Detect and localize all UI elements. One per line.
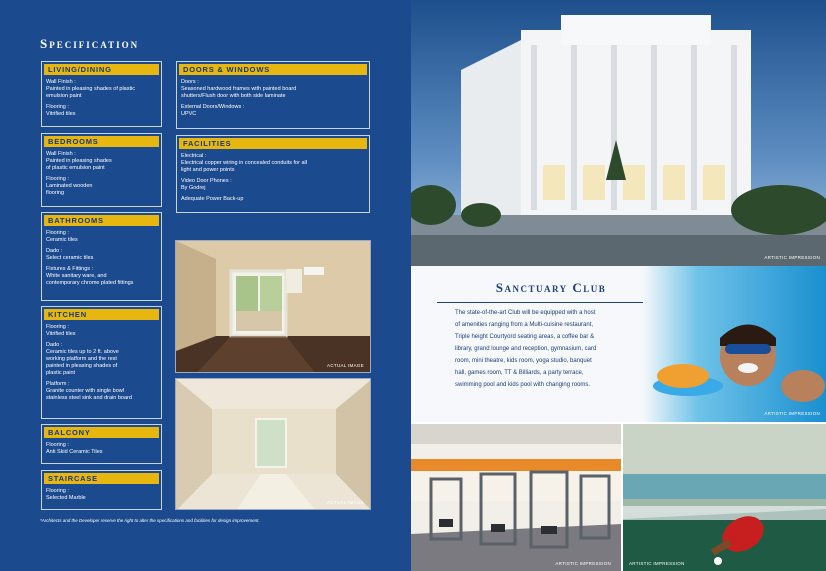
section-header: DOORS & WINDOWS <box>179 64 367 75</box>
club-description-line: Triple height Courtyord seating areas, a coffee bar & <box>455 334 595 340</box>
gym-illustration <box>411 424 621 571</box>
spec-label: Doors : <box>181 79 199 85</box>
section-body <box>42 79 161 125</box>
section-bathrooms <box>41 212 162 301</box>
actual-image-caption-2: ACTUAL IMAGE <box>327 500 364 505</box>
living-room-photo <box>175 240 371 373</box>
actual-image-caption-1: ACTUAL IMAGE <box>327 363 364 368</box>
spec-label: Flooring : <box>46 324 69 330</box>
section-facilities <box>176 135 370 213</box>
club-info-band <box>411 266 826 422</box>
spec-value: Laminated wooden <box>46 183 93 189</box>
spec-label: Electrical : <box>181 153 207 159</box>
club-description-line: swimming pool and kids pool with changing rooms. <box>455 382 591 388</box>
section-body <box>42 151 161 204</box>
clubhouse-render <box>411 0 826 266</box>
clubhouse-illustration <box>411 0 826 266</box>
spec-item <box>181 153 365 174</box>
spec-value: Electrical copper wiring in concealed conduits for all <box>181 160 307 166</box>
club-description-line: library, grand lounge and reception, gymnasium, card <box>455 346 597 352</box>
spec-value: contemporary chrome plated fittings <box>46 280 134 286</box>
section-staircase <box>41 470 162 510</box>
spec-item <box>46 324 157 338</box>
spec-item <box>46 381 157 402</box>
spec-label: Dado : <box>46 342 63 348</box>
spec-item <box>46 230 157 244</box>
spec-label: Fixtures & Fittings : <box>46 266 94 272</box>
club-title: Sanctuary Club <box>495 280 607 295</box>
spec-label: Dado : <box>46 248 63 254</box>
pool-illustration <box>643 266 826 422</box>
spec-value: emulsion paint <box>46 93 82 99</box>
spec-item <box>46 266 157 287</box>
spec-value: stainless steel sink and drain board <box>46 395 132 401</box>
specification-panel <box>0 0 411 571</box>
spec-value: Vitrified tiles <box>46 111 76 117</box>
hall-illustration <box>176 379 371 510</box>
club-panel <box>411 0 826 571</box>
spec-value: flooring <box>46 190 65 196</box>
club-description-line: of amenities ranging from a Multi-cuisine restaurant, <box>455 322 594 328</box>
section-header: STAIRCASE <box>44 473 159 484</box>
spec-label: Flooring : <box>46 442 69 448</box>
section-body <box>177 79 369 125</box>
spec-label: Platform : <box>46 381 70 387</box>
section-body <box>42 488 161 509</box>
spec-label: Flooring : <box>46 488 69 494</box>
club-description <box>455 307 665 391</box>
artistic-caption-gym: ARTISTIC IMPRESSION <box>555 561 611 566</box>
spec-value: Seasoned hardwood frames with painted board <box>181 86 297 92</box>
spec-label: Flooring : <box>46 230 69 236</box>
artistic-caption-pool: ARTISTIC IMPRESSION <box>764 411 820 416</box>
spec-value: shutters/Flush door with both side laminate <box>181 93 286 99</box>
spec-value: UPVC <box>181 111 197 117</box>
spec-label: Wall Finish : <box>46 79 76 85</box>
disclaimer-note: *Architects and the Developer reserve the right to alter the specifications and facilities for design improvement. <box>40 518 260 523</box>
spec-item <box>46 176 157 197</box>
section-header: BALCONY <box>44 427 159 438</box>
club-description-line: room, mini theatre, kids room, yoga studio, banquet <box>455 358 592 364</box>
section-header: BEDROOMS <box>44 136 159 147</box>
club-description-line: hall, games room, TT & Billiards, a party terrace, <box>455 370 584 376</box>
artistic-caption-building: ARTISTIC IMPRESSION <box>764 255 820 260</box>
spec-item <box>46 248 157 262</box>
spec-item <box>46 342 157 377</box>
spec-value: White sanitary ware, and <box>46 273 107 279</box>
spec-item <box>46 104 157 118</box>
spec-value: Selected Marble <box>46 495 86 501</box>
specification-title: Specification <box>40 36 140 51</box>
section-doors-windows <box>176 61 370 129</box>
spec-label: Video Door Phones : <box>181 178 232 184</box>
spec-label: Flooring : <box>46 104 69 110</box>
spec-label: Flooring : <box>46 176 69 182</box>
living-room-illustration <box>176 241 371 373</box>
spec-value: painted in pleasing shades of <box>46 363 118 369</box>
table-tennis-illustration <box>623 424 826 571</box>
section-body <box>177 153 369 210</box>
section-living-dining <box>41 61 162 127</box>
section-body <box>42 324 161 409</box>
spec-item <box>46 151 157 172</box>
spec-value: Ceramic tiles <box>46 237 78 243</box>
section-balcony <box>41 424 162 464</box>
section-header: BATHROOMS <box>44 215 159 226</box>
spec-label: External Doors/Windows : <box>181 104 245 110</box>
hall-photo <box>175 378 371 510</box>
spec-value: Adequate Power Back-up <box>181 196 244 202</box>
club-description-line: The state-of-the-art Club will be equipped with a host <box>455 310 596 316</box>
spec-value: Anti Skid Ceramic Tiles <box>46 449 103 455</box>
spec-value: light and power points <box>181 167 235 173</box>
table-tennis-photo <box>623 424 826 571</box>
club-divider <box>437 302 649 303</box>
gym-photo <box>411 424 621 571</box>
spec-value: of plastic emulsion paint <box>46 165 105 171</box>
spec-item <box>46 488 157 502</box>
spec-item <box>181 104 365 118</box>
spec-item <box>181 79 365 100</box>
spec-label: Wall Finish : <box>46 151 76 157</box>
spec-value: working platform and the rest <box>46 356 117 362</box>
artistic-caption-tt: ARTISTIC IMPRESSION <box>629 561 685 566</box>
spec-value: Select ceramic tiles <box>46 255 94 261</box>
spec-value: Vitrified tiles <box>46 331 76 337</box>
section-header: KITCHEN <box>44 309 159 320</box>
spec-value: Painted in pleasing shades <box>46 158 112 164</box>
spec-item <box>46 442 157 456</box>
spec-value: plastic paint <box>46 370 76 376</box>
section-body <box>42 442 161 463</box>
spec-value: By Godrej <box>181 185 206 191</box>
section-header: LIVING/DINING <box>44 64 159 75</box>
spec-value: Painted in pleasing shades of plastic <box>46 86 135 92</box>
spec-value: Ceramic tiles up to 2 ft. above <box>46 349 119 355</box>
pool-photo <box>643 266 826 422</box>
spec-item <box>181 196 365 203</box>
section-body <box>42 230 161 294</box>
spec-item <box>181 178 365 192</box>
spec-value: Granite counter with single bowl <box>46 388 124 394</box>
spec-item <box>46 79 157 100</box>
section-kitchen <box>41 306 162 419</box>
section-header: FACILITIES <box>179 138 367 149</box>
section-bedrooms <box>41 133 162 207</box>
